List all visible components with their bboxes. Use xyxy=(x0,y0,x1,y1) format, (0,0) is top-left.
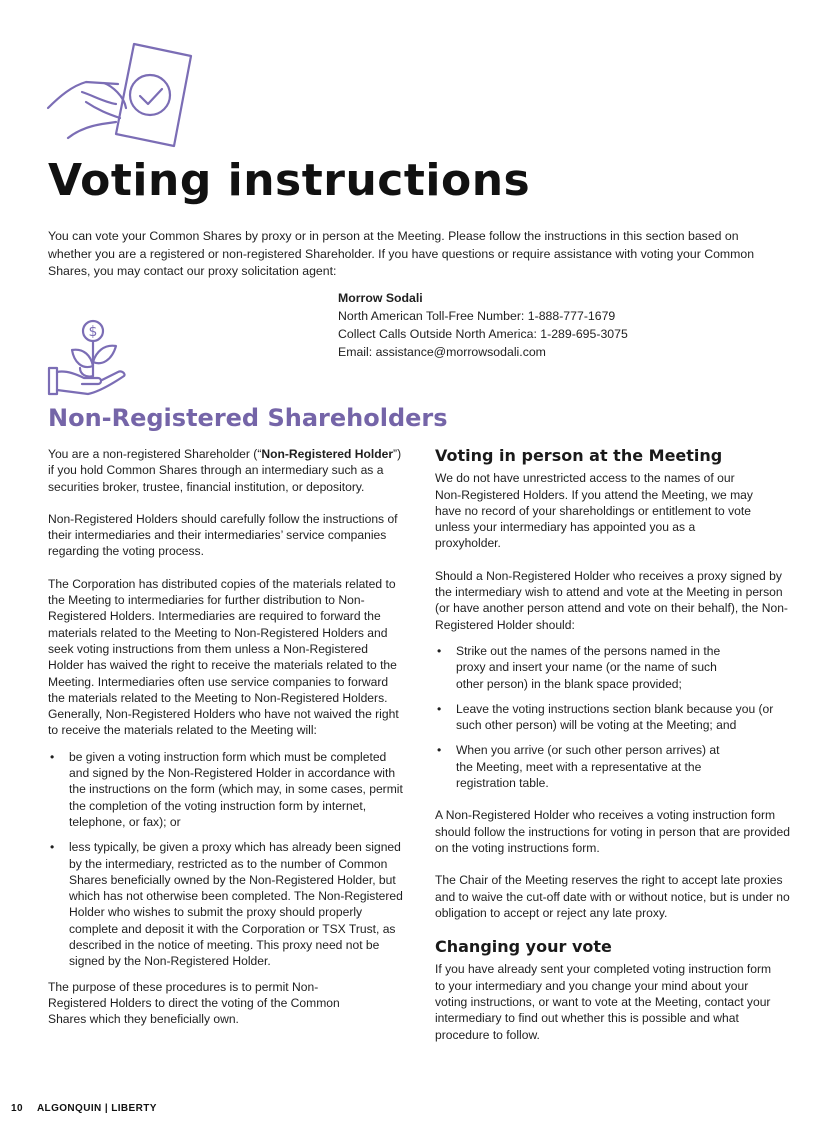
list-item: • When you arrive (or such other person arrives) at the Meeting, meet with a representative at the registration table. xyxy=(435,742,736,791)
right-paragraph-2: Should a Non-Registered Holder who receives a proxy signed by the intermediary wish to attend and vote at the Meeting in person (or have another person attend and vote on their behalf), the Non-Registered Holder should: xyxy=(435,568,788,632)
contact-tollfree: North American Toll-Free Number: 1-888-777-1679 xyxy=(338,309,616,323)
defined-term: Non-Registered Holder xyxy=(261,447,394,461)
page-number: 10 xyxy=(11,1103,23,1114)
svg-text:$: $ xyxy=(88,324,98,340)
right-paragraph-1: We do not have unrestricted access to the names of our Non-Registered Holders. If you attend the Meeting, we may have no record of your shareholdings or entitlement to vote unless your intermediary has appointed you as a proxyholder. xyxy=(435,471,753,551)
right-column xyxy=(435,448,790,1059)
right-paragraph-5: If you have already sent your completed voting instruction form to your intermediary and you change your mind about your voting instructions, or want to vote at the Meeting, contact your intermediary to find out whether this is possible and what procedure to follow. xyxy=(435,962,772,1042)
intro-paragraph: You can vote your Common Shares by proxy or in person at the Meeting. Please follow the instructions in this section based on whether you are a registered or non-registered Shareholder. If you have questions or require assistance with voting your Common Shares, you may contact our proxy solicitation agent: xyxy=(48,229,755,278)
heading-voting-in-person: Voting in person at the Meeting xyxy=(435,446,723,465)
footer-brand: ALGONQUIN | LIBERTY xyxy=(36,1103,157,1114)
right-paragraph-4: The Chair of the Meeting reserves the right to accept late proxies and to waive the cut-off date with or without notice, but is under no obligation to accept or reject any late proxy. xyxy=(435,873,790,920)
list-item: • less typically, be given a proxy which has already been signed by the intermediary, restricted as to the number of Common Shares beneficially owned by the Non-Registered Holder, but which has not otherwise been completed. The Non-Registered Holder who wishes to submit the proxy should properly complete and deposit it with the Corporation or TSX Trust, as described in the notice of meeting. This proxy need not be signed by the Non-Registered Holder. xyxy=(48,839,404,969)
right-paragraph-3: A Non-Registered Holder who receives a voting instruction form should follow the instructions for voting in person that are provided on the voting instructions form. xyxy=(435,808,790,855)
list-item: • Strike out the names of the persons named in the proxy and insert your name (or the name of such other person) in the blank space provided; xyxy=(435,643,736,692)
right-bullet-list xyxy=(435,643,790,791)
heading-changing-vote: Changing your vote xyxy=(435,937,612,957)
list-item: • Leave the voting instructions section blank because you (or such other person) will be voting at the Meeting; and xyxy=(435,701,790,734)
contact-name: Morrow Sodali xyxy=(338,291,423,305)
list-item: • be given a voting instruction form which must be completed and signed by the Non-Registered Holder in accordance with the instructions on the form (which may, in some cases, permit the completion of the voting instruction form by internet, telephone, or fax); or xyxy=(48,749,404,830)
section-heading: Non-Registered Shareholders xyxy=(48,404,448,432)
left-paragraph-1: You are a non-registered Shareholder (“Non-Registered Holder”) if you hold Common Shares through an intermediary such as a securities broker, trustee, financial institution, or depository. xyxy=(48,447,402,494)
left-bullet-list xyxy=(48,749,404,970)
left-paragraph-2: Non-Registered Holders should carefully follow the instructions of their intermediaries and their intermediaries’ service companies regarding the voting process. xyxy=(48,511,398,559)
left-paragraph-4: The purpose of these procedures is to permit Non-Registered Holders to direct the voting of the Common Shares which they beneficially own. xyxy=(48,979,340,1027)
left-paragraph-3: The Corporation has distributed copies of the materials related to the Meeting to intermediaries for further distribution to Non-Registered Holders. Intermediaries are required to forward the materials related to the Meeting to Non-Registered Holders and seek voting instructions from them unless a Non-Registered Holder has waived the right to receive the materials related to the Meeting. Intermediaries often use service companies to forward the materials related to the Meeting to Non-Registered Holders. Generally, Non-Registered Holders who have not waived the right to receive the materials related to the Meeting will: xyxy=(48,576,399,738)
contact-block xyxy=(338,289,778,361)
page-footer xyxy=(11,1103,157,1114)
hand-ballot-icon xyxy=(46,38,196,150)
contact-email: Email: assistance@morrowsodali.com xyxy=(338,345,546,359)
contact-collect: Collect Calls Outside North America: 1-289-695-3075 xyxy=(338,327,628,341)
hand-money-plant-icon xyxy=(46,318,128,400)
left-column xyxy=(48,446,404,1044)
page-title: Voting instructions xyxy=(48,155,531,206)
